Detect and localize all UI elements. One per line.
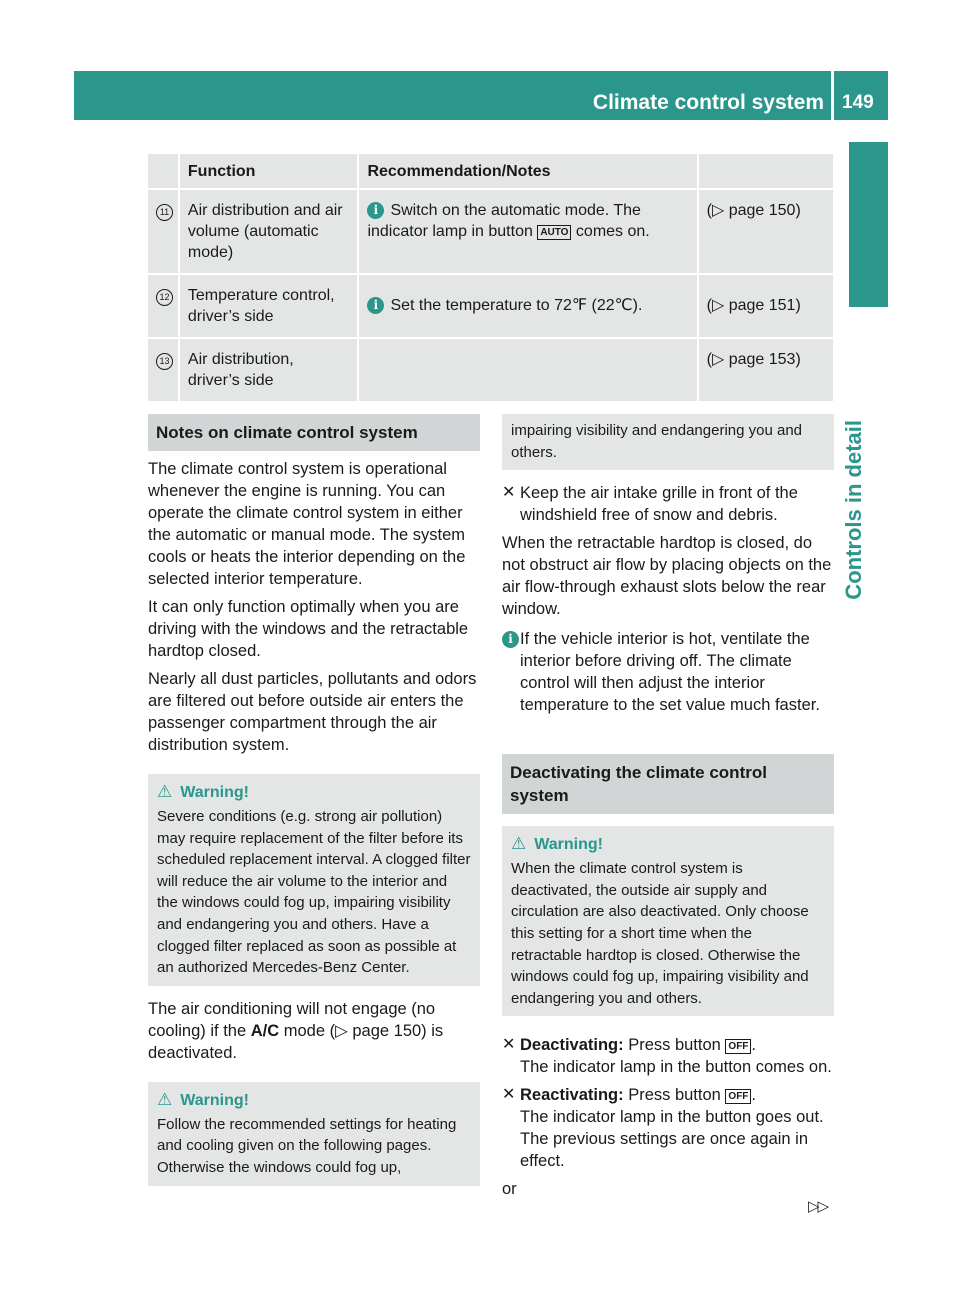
info-icon: i [367,297,384,314]
function-table [148,154,833,403]
warning-text: impairing visibility and endangering you and others. [511,422,803,461]
warning-title: Warning! [180,784,249,801]
table-header-row [148,154,833,190]
warning-triangle-icon: ⚠ [157,1089,173,1109]
step-result: The indicator lamp in the button goes out. The previous settings are once again in effect. [520,1108,824,1171]
table-header-ref [699,154,833,190]
paragraph: or [502,1180,517,1199]
paragraph: The climate control system is operational whenever the engine is running. You can operate the climate control system in either the automatic or manual mode. The system cools or heats the interior depending on the selected interior temperature. [148,460,466,588]
function-cell: Air distribution, driver’s side [180,339,360,403]
instruction-step: ✕ Keep the air intake grille in front of the windshield free of snow and debris. [502,484,798,525]
warning-box [148,1082,480,1186]
function-cell: Air distribution and air volume (automatic mode) [180,190,360,275]
warning-text: Severe conditions (e.g. strong air pollution) may require replacement of the filter before its scheduled replacement interval. A clogged filter will reduce the air volume to the interior and the windows could fog up, impairing visibility and endangering you and others. Have a clogged filter replaced as soon as possible at an authorized Mercedes-Benz Center. [157,808,471,977]
instruction-step: ✕ Deactivating: Press button OFF . The indicator lamp in the button comes on. [502,1034,834,1078]
section-heading: Deactivating the climate control system [502,754,834,814]
section-heading: Notes on climate control system [148,414,480,451]
page-ref-link[interactable]: (▷ page 150) [699,190,833,275]
warning-triangle-icon: ⚠ [511,834,527,854]
page-number: 149 [842,92,874,113]
note-cell: i Set the temperature to 72℉ (22℃). [359,275,698,339]
table-header-notes: Recommendation/Notes [359,154,698,190]
header-divider [831,71,834,120]
info-icon: i [502,631,519,648]
ac-mode-label: A/C [250,1021,280,1040]
off-button-symbol: OFF [725,1039,751,1054]
page-ref-link[interactable]: (▷ page 153) [699,339,833,403]
info-icon: i [367,202,384,219]
warning-triangle-icon: ⚠ [157,782,173,801]
note-cell [359,339,698,403]
left-column [148,414,480,1186]
step-result: The indicator lamp in the button comes on. [520,1058,832,1077]
row-number-badge: 13 [156,353,173,370]
paragraph: Nearly all dust particles, pollutants and odors are filtered out before outside air enters the passenger compartment through the air distribution system. [148,670,477,754]
off-button-symbol: OFF [725,1089,751,1104]
note-cell: i Switch on the automatic mode. The indicator lamp in button AUTO comes on. [359,190,698,275]
right-column [502,414,834,1206]
paragraph: When the retractable hardtop is closed, do not obstruct air flow by placing objects on the air flow-through exhaust slots below the rear window. [502,534,832,619]
step-marker-icon: ✕ [502,1086,516,1104]
auto-button-symbol: AUTO [537,225,571,240]
page-ref-link[interactable]: (▷ page 151) [699,275,833,339]
warning-text: When the climate control system is deactivated, the outside air supply and circulation are also deactivated. Only choose this setting for a short time when the retractable hardtop is closed. Otherwise the windows could fog up, impairing visibility and endangering you and others. [511,860,809,1007]
table-header-num [148,154,180,190]
instruction-step: ✕ Reactivating: Press button OFF . The indicator lamp in the button goes out. The previous settings are once again in effect. [502,1084,834,1172]
table-row [148,275,833,339]
page-title: Climate control system [592,91,824,114]
warning-title: Warning! [534,836,603,854]
function-cell: Temperature control, driver’s side [180,275,360,339]
table-row [148,339,833,403]
warning-box-continued [502,414,834,470]
side-tab-label: Controls in detail [841,420,866,600]
warning-box [148,774,480,986]
warning-text: Follow the recommended settings for heating and cooling given on the following pages. Otherwise the windows could fog up, [157,1115,457,1176]
side-tab [849,142,888,307]
table-header-function: Function [180,154,360,190]
paragraph: The air conditioning will not engage (no cooling) if the A/C mode (▷ page 150) is deactivated. [148,999,444,1062]
warning-title: Warning! [180,1091,249,1109]
continue-icon: ▷▷ [808,1198,828,1215]
deactivating-label: Deactivating: [520,1036,624,1055]
row-number-badge: 12 [156,289,173,306]
table-row [148,190,833,275]
step-marker-icon: ✕ [502,1036,516,1054]
info-note: i If the vehicle interior is hot, ventilate the interior before driving off. The climate control will then adjust the interior temperature to the set value much faster. [502,628,834,716]
step-marker-icon: ✕ [502,484,516,502]
row-number-badge: 11 [156,204,173,221]
paragraph: It can only function optimally when you are driving with the windows and the retractable hardtop closed. [148,598,469,660]
warning-box [502,826,834,1016]
reactivating-label: Reactivating: [520,1086,624,1105]
